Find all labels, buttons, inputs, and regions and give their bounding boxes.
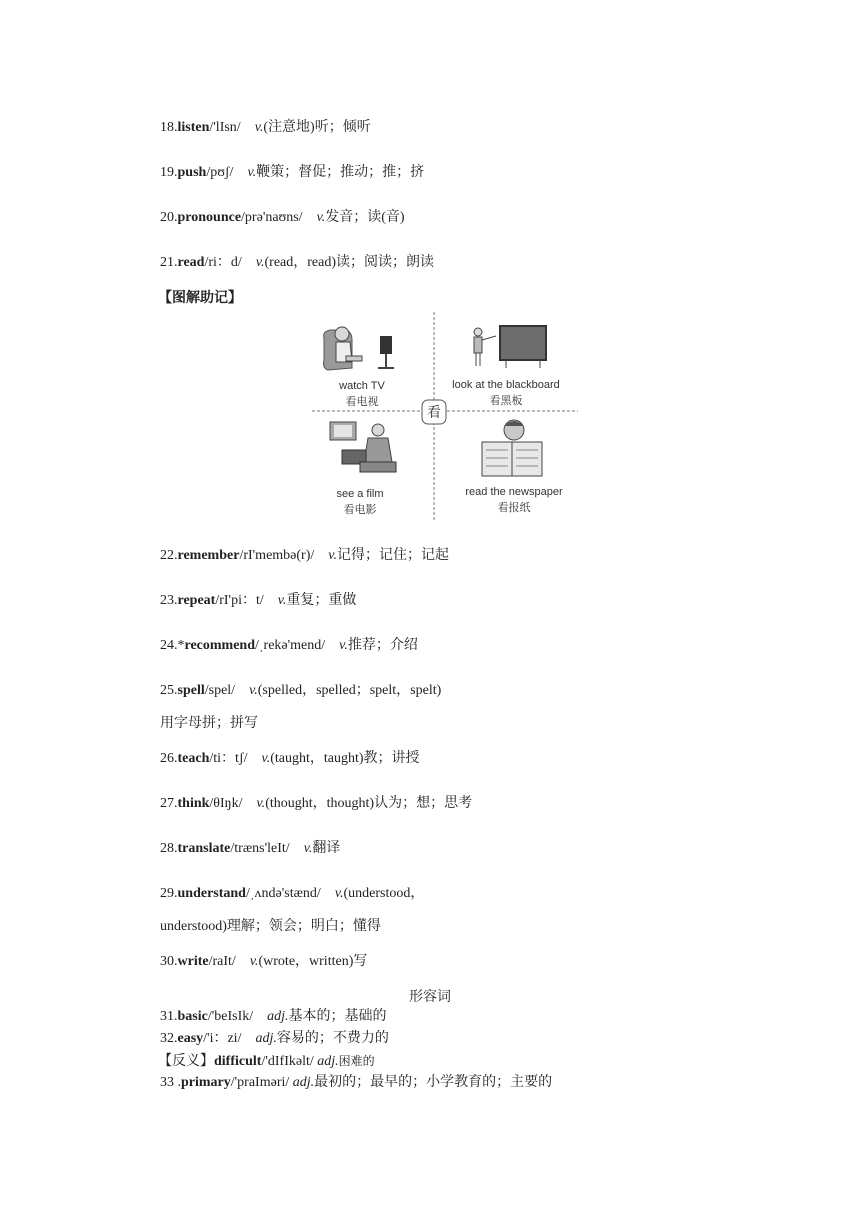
entry-definition: 容易的；不费力的 bbox=[276, 1031, 389, 1046]
entry-number: 27. bbox=[160, 796, 178, 811]
blackboard-picture bbox=[474, 326, 546, 368]
entry-pos: v. bbox=[247, 165, 257, 180]
entry-pos: adj. bbox=[267, 1009, 289, 1024]
entry-word: write bbox=[177, 954, 209, 969]
entry-word: think bbox=[177, 796, 210, 811]
entry-phonetic: /pʊʃ/ bbox=[206, 165, 234, 180]
entry-number: 26. bbox=[160, 751, 178, 766]
entry-number: 33 . bbox=[160, 1075, 181, 1090]
entry-word: read bbox=[177, 255, 205, 270]
entry-definition: (understood， bbox=[343, 886, 425, 901]
entry-pos: adj. bbox=[292, 1075, 315, 1090]
entry-30 bbox=[160, 953, 367, 971]
entry-definition: 翻译 bbox=[312, 841, 341, 856]
antonym-definition: 困难的 bbox=[338, 1054, 375, 1068]
entry-phonetic: /træns'leIt/ bbox=[230, 841, 290, 856]
entry-pos: v. bbox=[328, 548, 337, 563]
illustration-figure bbox=[312, 312, 578, 522]
entry-32 bbox=[160, 1030, 389, 1048]
entry-33 bbox=[160, 1074, 552, 1092]
entry-word: repeat bbox=[177, 593, 216, 608]
entry-pos: v. bbox=[316, 210, 326, 225]
caption-newspaper: read the newspaper bbox=[465, 486, 563, 498]
caption-watch-tv-cn: 看电视 bbox=[345, 395, 379, 408]
entry-word: easy bbox=[177, 1031, 204, 1046]
entry-phonetic: /'praImәri/ bbox=[230, 1075, 290, 1090]
entry-phonetic: /ri：d/ bbox=[204, 255, 242, 270]
entry-number: 24.* bbox=[160, 638, 185, 653]
entry-pos: v. bbox=[249, 683, 258, 698]
caption-see-film-cn: 看电影 bbox=[343, 503, 377, 516]
entry-phonetic: /'beIsIk/ bbox=[207, 1009, 254, 1024]
see-film-picture bbox=[330, 422, 396, 472]
entry-number: 32. bbox=[160, 1031, 178, 1046]
entry-definition: (注意地)听；倾听 bbox=[263, 120, 371, 135]
entry-definition: 发音；读(音) bbox=[325, 210, 405, 225]
caption-blackboard: look at the blackboard bbox=[452, 379, 560, 391]
entry-definition: 记得；记住；记起 bbox=[336, 548, 449, 563]
entry-word: recommend bbox=[184, 638, 255, 653]
entry-21 bbox=[160, 254, 434, 272]
entry-number: 20. bbox=[160, 210, 178, 225]
entry-definition: 重复；重做 bbox=[286, 593, 357, 608]
entry-31 bbox=[160, 1008, 387, 1026]
entry-27 bbox=[160, 795, 472, 813]
entry-word: teach bbox=[177, 751, 210, 766]
entry-phonetic: /raIt/ bbox=[208, 954, 236, 969]
entry-pos: v. bbox=[303, 841, 313, 856]
entry-word: push bbox=[177, 165, 207, 180]
entry-number: 31. bbox=[160, 1009, 178, 1024]
entry-24 bbox=[160, 637, 418, 655]
entry-definition: (read，read)读；阅读；朗读 bbox=[264, 255, 435, 270]
entry-number: 22. bbox=[160, 548, 178, 563]
entry-definition: (wrote，written)写 bbox=[258, 954, 368, 969]
entry-definition: 基本的；基础的 bbox=[288, 1009, 387, 1024]
entry-phonetic: /spel/ bbox=[204, 683, 236, 698]
entry-phonetic: /rI'membə(r)/ bbox=[239, 548, 315, 563]
entry-number: 30. bbox=[160, 954, 178, 969]
entry-word: pronounce bbox=[177, 210, 242, 225]
entry-word: listen bbox=[177, 120, 210, 135]
entry-pos: v. bbox=[334, 886, 344, 901]
entry-word: remember bbox=[177, 548, 240, 563]
entry-number: 23. bbox=[160, 593, 178, 608]
entry-definition: 鞭策；督促；推动；推；挤 bbox=[256, 165, 425, 180]
entry-29-continuation: understood)理解；领会；明白；懂得 bbox=[160, 919, 381, 934]
entry-phonetic: /'lIsn/ bbox=[209, 120, 241, 135]
entry-number: 21. bbox=[160, 255, 178, 270]
caption-newspaper-cn: 看报纸 bbox=[497, 501, 531, 514]
entry-number: 29. bbox=[160, 886, 178, 901]
entry-number: 25. bbox=[160, 683, 178, 698]
entry-phonetic: /'i：zi/ bbox=[203, 1031, 242, 1046]
entry-pos: adj. bbox=[255, 1031, 277, 1046]
entry-definition: 推荐；介绍 bbox=[347, 638, 418, 653]
newspaper-picture bbox=[482, 420, 542, 476]
center-char: 看 bbox=[427, 405, 441, 421]
entry-phonetic: /ˌʌndə'stænd/ bbox=[245, 886, 321, 901]
antonym-line bbox=[158, 1052, 375, 1071]
watch-tv-picture bbox=[324, 327, 395, 370]
antonym-phonetic: /'dIfIkəlt/ bbox=[261, 1054, 314, 1069]
entry-pos: v. bbox=[256, 796, 266, 811]
entry-word: basic bbox=[177, 1009, 208, 1024]
antonym-pos: adj. bbox=[317, 1054, 339, 1069]
caption-blackboard-cn: 看黑板 bbox=[489, 394, 523, 407]
entry-word: spell bbox=[177, 683, 205, 698]
entry-number: 19. bbox=[160, 165, 178, 180]
entry-definition: 最初的；最早的；小学教育的；主要的 bbox=[314, 1075, 553, 1090]
entry-definition: (spelled，spelled；spelt，spelt) bbox=[257, 683, 442, 698]
entry-word: translate bbox=[177, 841, 231, 856]
antonym-word: difficult bbox=[214, 1054, 262, 1069]
entry-phonetic: /prə'naʊns/ bbox=[241, 210, 303, 225]
adjective-heading: 形容词 bbox=[409, 989, 451, 1005]
entry-pos: v. bbox=[261, 751, 271, 766]
caption-watch-tv: watch TV bbox=[339, 380, 385, 392]
section-label-illustration: 【图解助记】 bbox=[158, 290, 242, 306]
entry-18 bbox=[160, 119, 371, 137]
entry-phonetic: /ti：tʃ/ bbox=[209, 751, 248, 766]
entry-phonetic: /θIŋk/ bbox=[209, 796, 243, 811]
entry-19 bbox=[160, 164, 424, 182]
entry-pos: v. bbox=[277, 593, 287, 608]
entry-number: 18. bbox=[160, 120, 178, 135]
entry-25 bbox=[160, 682, 441, 700]
entry-pos: v. bbox=[254, 120, 264, 135]
entry-phonetic: /ˌrekə'mend/ bbox=[255, 638, 326, 653]
entry-pos: v. bbox=[255, 255, 265, 270]
entry-25-continuation: 用字母拼；拼写 bbox=[160, 716, 258, 731]
entry-pos: v. bbox=[249, 954, 259, 969]
entry-20 bbox=[160, 209, 405, 227]
entry-definition: (taught，taught)教；讲授 bbox=[270, 751, 420, 766]
entry-22 bbox=[160, 547, 449, 565]
entry-word: understand bbox=[177, 886, 246, 901]
entry-phonetic: /rI'pi：t/ bbox=[215, 593, 264, 608]
caption-see-film: see a film bbox=[336, 488, 384, 500]
entry-29 bbox=[160, 885, 424, 903]
entry-number: 28. bbox=[160, 841, 178, 856]
entry-word: primary bbox=[181, 1075, 231, 1090]
illustration-svg bbox=[312, 312, 578, 522]
entry-26 bbox=[160, 750, 420, 768]
entry-28 bbox=[160, 840, 340, 858]
entry-23 bbox=[160, 592, 356, 610]
entry-definition: (thought，thought)认为；想；思考 bbox=[265, 796, 473, 811]
antonym-label: 【反义】 bbox=[158, 1053, 214, 1069]
entry-pos: v. bbox=[339, 638, 348, 653]
